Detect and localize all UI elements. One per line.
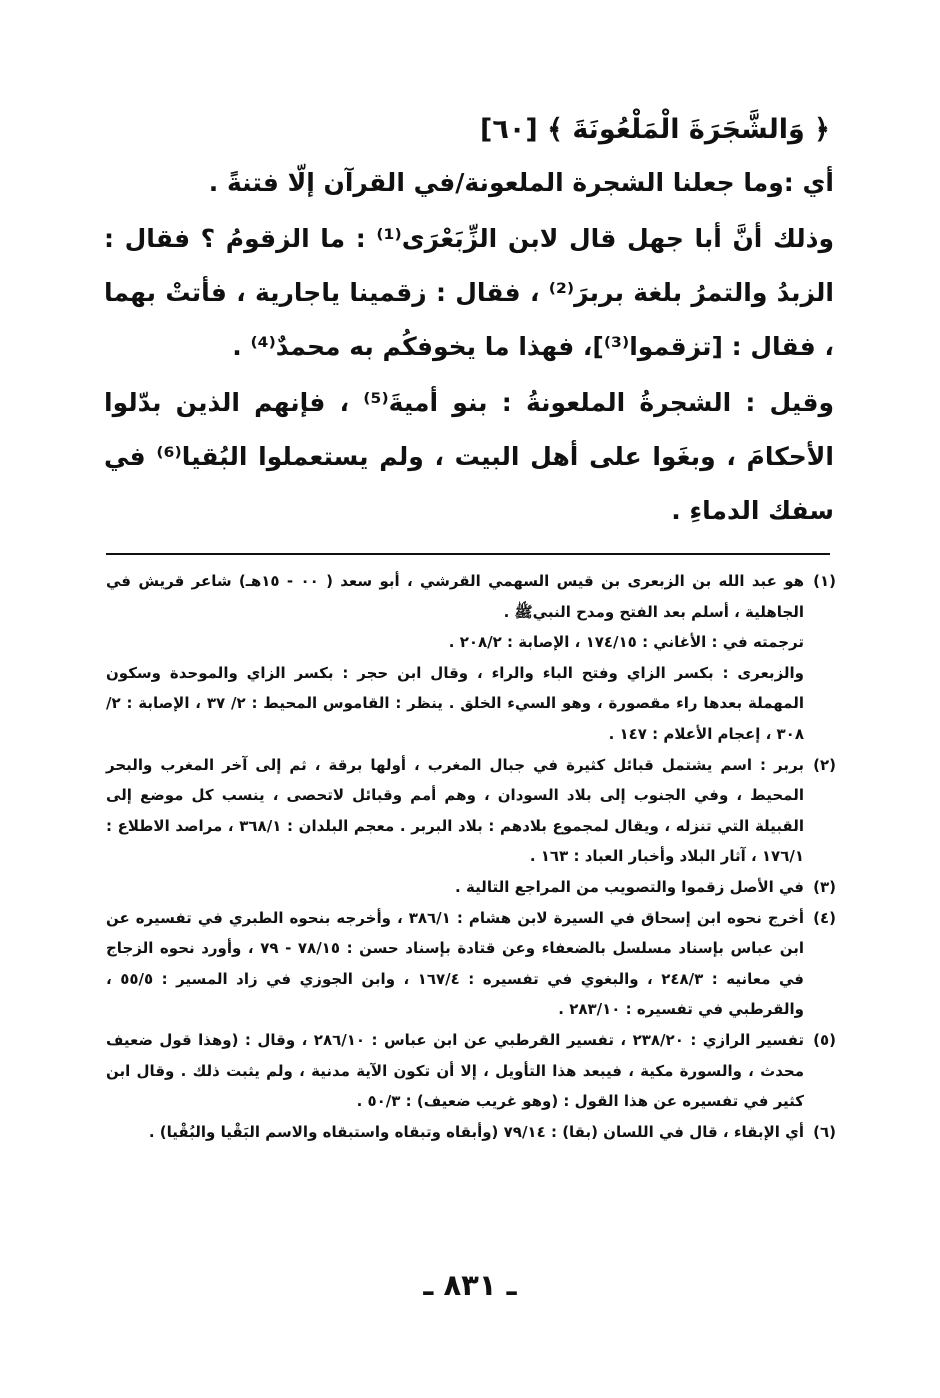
footnote xyxy=(106,750,836,872)
commentary-paragraph-2: وذلك أنَّ أبا جهل قال لابن الزِّبَعْرَى⁽¹⁾ : ما الزقومُ ؟ فقال : الزبدُ والتمرُ بلغة بربرَ⁽²⁾ ، فقال : زقمينا ياجارية ، فأتتْ بهما ، فقال : [تزقموا⁽³⁾]، فهذا ما يخوفكُم به محمدٌ⁽⁴⁾ . xyxy=(104,224,834,361)
footnote-text: أي الإبقاء ، قال في اللسان (بقا) : ٧٩/١٤ (وأبقاه وتبقاه واستبقاه والاسم البَقْيا والبُقْيا) . xyxy=(148,1122,804,1141)
footnote-number: (١) xyxy=(813,572,836,590)
quran-verse-heading xyxy=(480,108,830,152)
verse-number: [٦٠] xyxy=(480,114,538,145)
footnote-number: (٣) xyxy=(813,877,836,896)
footnote xyxy=(106,1117,836,1148)
footnote-text: ترجمته في : الأغاني : ١٧٤/١٥ ، الإصابة : ٢٠٨/٢ . xyxy=(448,633,804,652)
page-number: ـ ٨٣١ ـ xyxy=(423,1268,517,1302)
verse-close-bracket: ﴾ xyxy=(547,114,563,145)
footnote xyxy=(106,872,836,903)
footnotes xyxy=(106,566,836,1147)
footnote xyxy=(106,903,836,1025)
footnote-number: (٤) xyxy=(813,908,836,927)
footnote-text: بربر : اسم يشتمل قبائل كثيرة في جبال المغرب ، أولها برقة ، ثم إلى آخر المغرب والبحر المحيط ، وفي الجنوب إلى بلاد السودان ، وهم أمم وقبائل لاتحصى ، ينسب كل موضع إلى القبيلة التي تنزله ، ويقال لمجموع بلادهم : بلاد البربر . معجم البلدان : ٣٦٨/١ ، مراصد الاطلاع : ١٧٦/١ ، آثار البلاد وأخبار العباد : ١٦٣ . xyxy=(106,755,804,866)
footnote-text: أخرج نحوه ابن إسحاق في السيرة لابن هشام : ٣٨٦/١ ، وأخرجه بنحوه الطبري في تفسيره عن ابن عباس بإسناد مسلسل بالضعفاء وعن قتادة بإسناد حسن : ٧٨/١٥ - ٧٩ ، وأورد نحوه الزجاج في معانيه : ٢٤٨/٣ ، والبغوي في تفسيره : ١٦٧/٤ ، وابن الجوزي في زاد المسير : ٥٥/٥ ، والقرطبي في تفسيره : ٢٨٣/١٠ . xyxy=(106,908,805,1019)
footnote-number: (٦) xyxy=(813,1122,836,1141)
commentary-paragraph-3: وقيل : الشجرةُ الملعونةُ : بنو أميةَ⁽⁵⁾ ، فإنهم الذين بدّلوا الأحكامَ ، وبغَوا على أهل البيت ، ولم يستعملوا البُقيا⁽⁶⁾ في سفك الدماءِ . xyxy=(104,388,834,525)
verse-text: وَالشَّجَرَةَ الْمَلْعُونَةَ xyxy=(572,114,805,145)
footnote-text: تفسير الرازي : ٢٣٨/٢٠ ، تفسير القرطبي عن ابن عباس : ٢٨٦/١٠ ، وقال : (وهذا قول ضعيف محدث ، والسورة مكية ، فيبعد هذا التأويل ، إلا أن تكون الآية مدنية ، ولم يثبت ذلك . وقال ابن كثير في تفسيره عن هذا القول : (وهو غريب ضعيف) : ٥٠/٣ . xyxy=(106,1030,804,1111)
footnote-separator xyxy=(106,553,830,555)
footnote-text: هو عبد الله بن الزبعرى بن قيس السهمي القرشي ، أبو سعد ( ٠٠ - ١٥هـ) شاعر قريش في الجاهلية ، أسلم بعد الفتح ومدح النبيﷺ . xyxy=(106,572,805,621)
footnote xyxy=(106,1025,836,1117)
verse-open-bracket: ﴿ xyxy=(814,114,830,145)
footnote-number: (٢) xyxy=(813,755,836,774)
footnote-text: والزبعرى : بكسر الزاي وفتح الباء والراء ، وقال ابن حجر : بكسر الزاي والموحدة وسكون المهملة بعدها راء مقصورة ، وهو السيء الخلق . ينظر : القاموس المحيط : ٢/ ٣٧ ، الإصابة : ٢/ ٣٠٨ ، إعجام الأعلام : ١٤٧ . xyxy=(106,663,804,743)
commentary-paragraph-1: أي :وما جعلنا الشجرة الملعونة/في القرآن إلّا فتنةً . xyxy=(208,168,834,197)
footnote-number: (٥) xyxy=(813,1030,836,1049)
main-commentary xyxy=(104,156,834,538)
footnote-text: في الأصل زقموا والتصويب من المراجع التالية . xyxy=(455,877,804,896)
footnote xyxy=(106,566,836,750)
